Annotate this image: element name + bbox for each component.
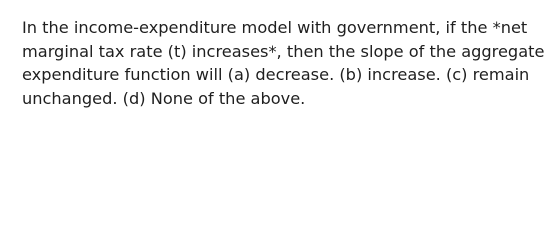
question-text [22,16,545,110]
question-line-3: expenditure function will (a) decrease. (b) increase. (c) remain [22,65,530,84]
question-line-4: unchanged. (d) None of the above. [22,88,306,108]
question-line-1: In the income-expenditure model with government, if the *net [22,18,528,37]
question-line-2: marginal tax rate (t) increases*, then the slope of the aggregate [22,41,545,61]
